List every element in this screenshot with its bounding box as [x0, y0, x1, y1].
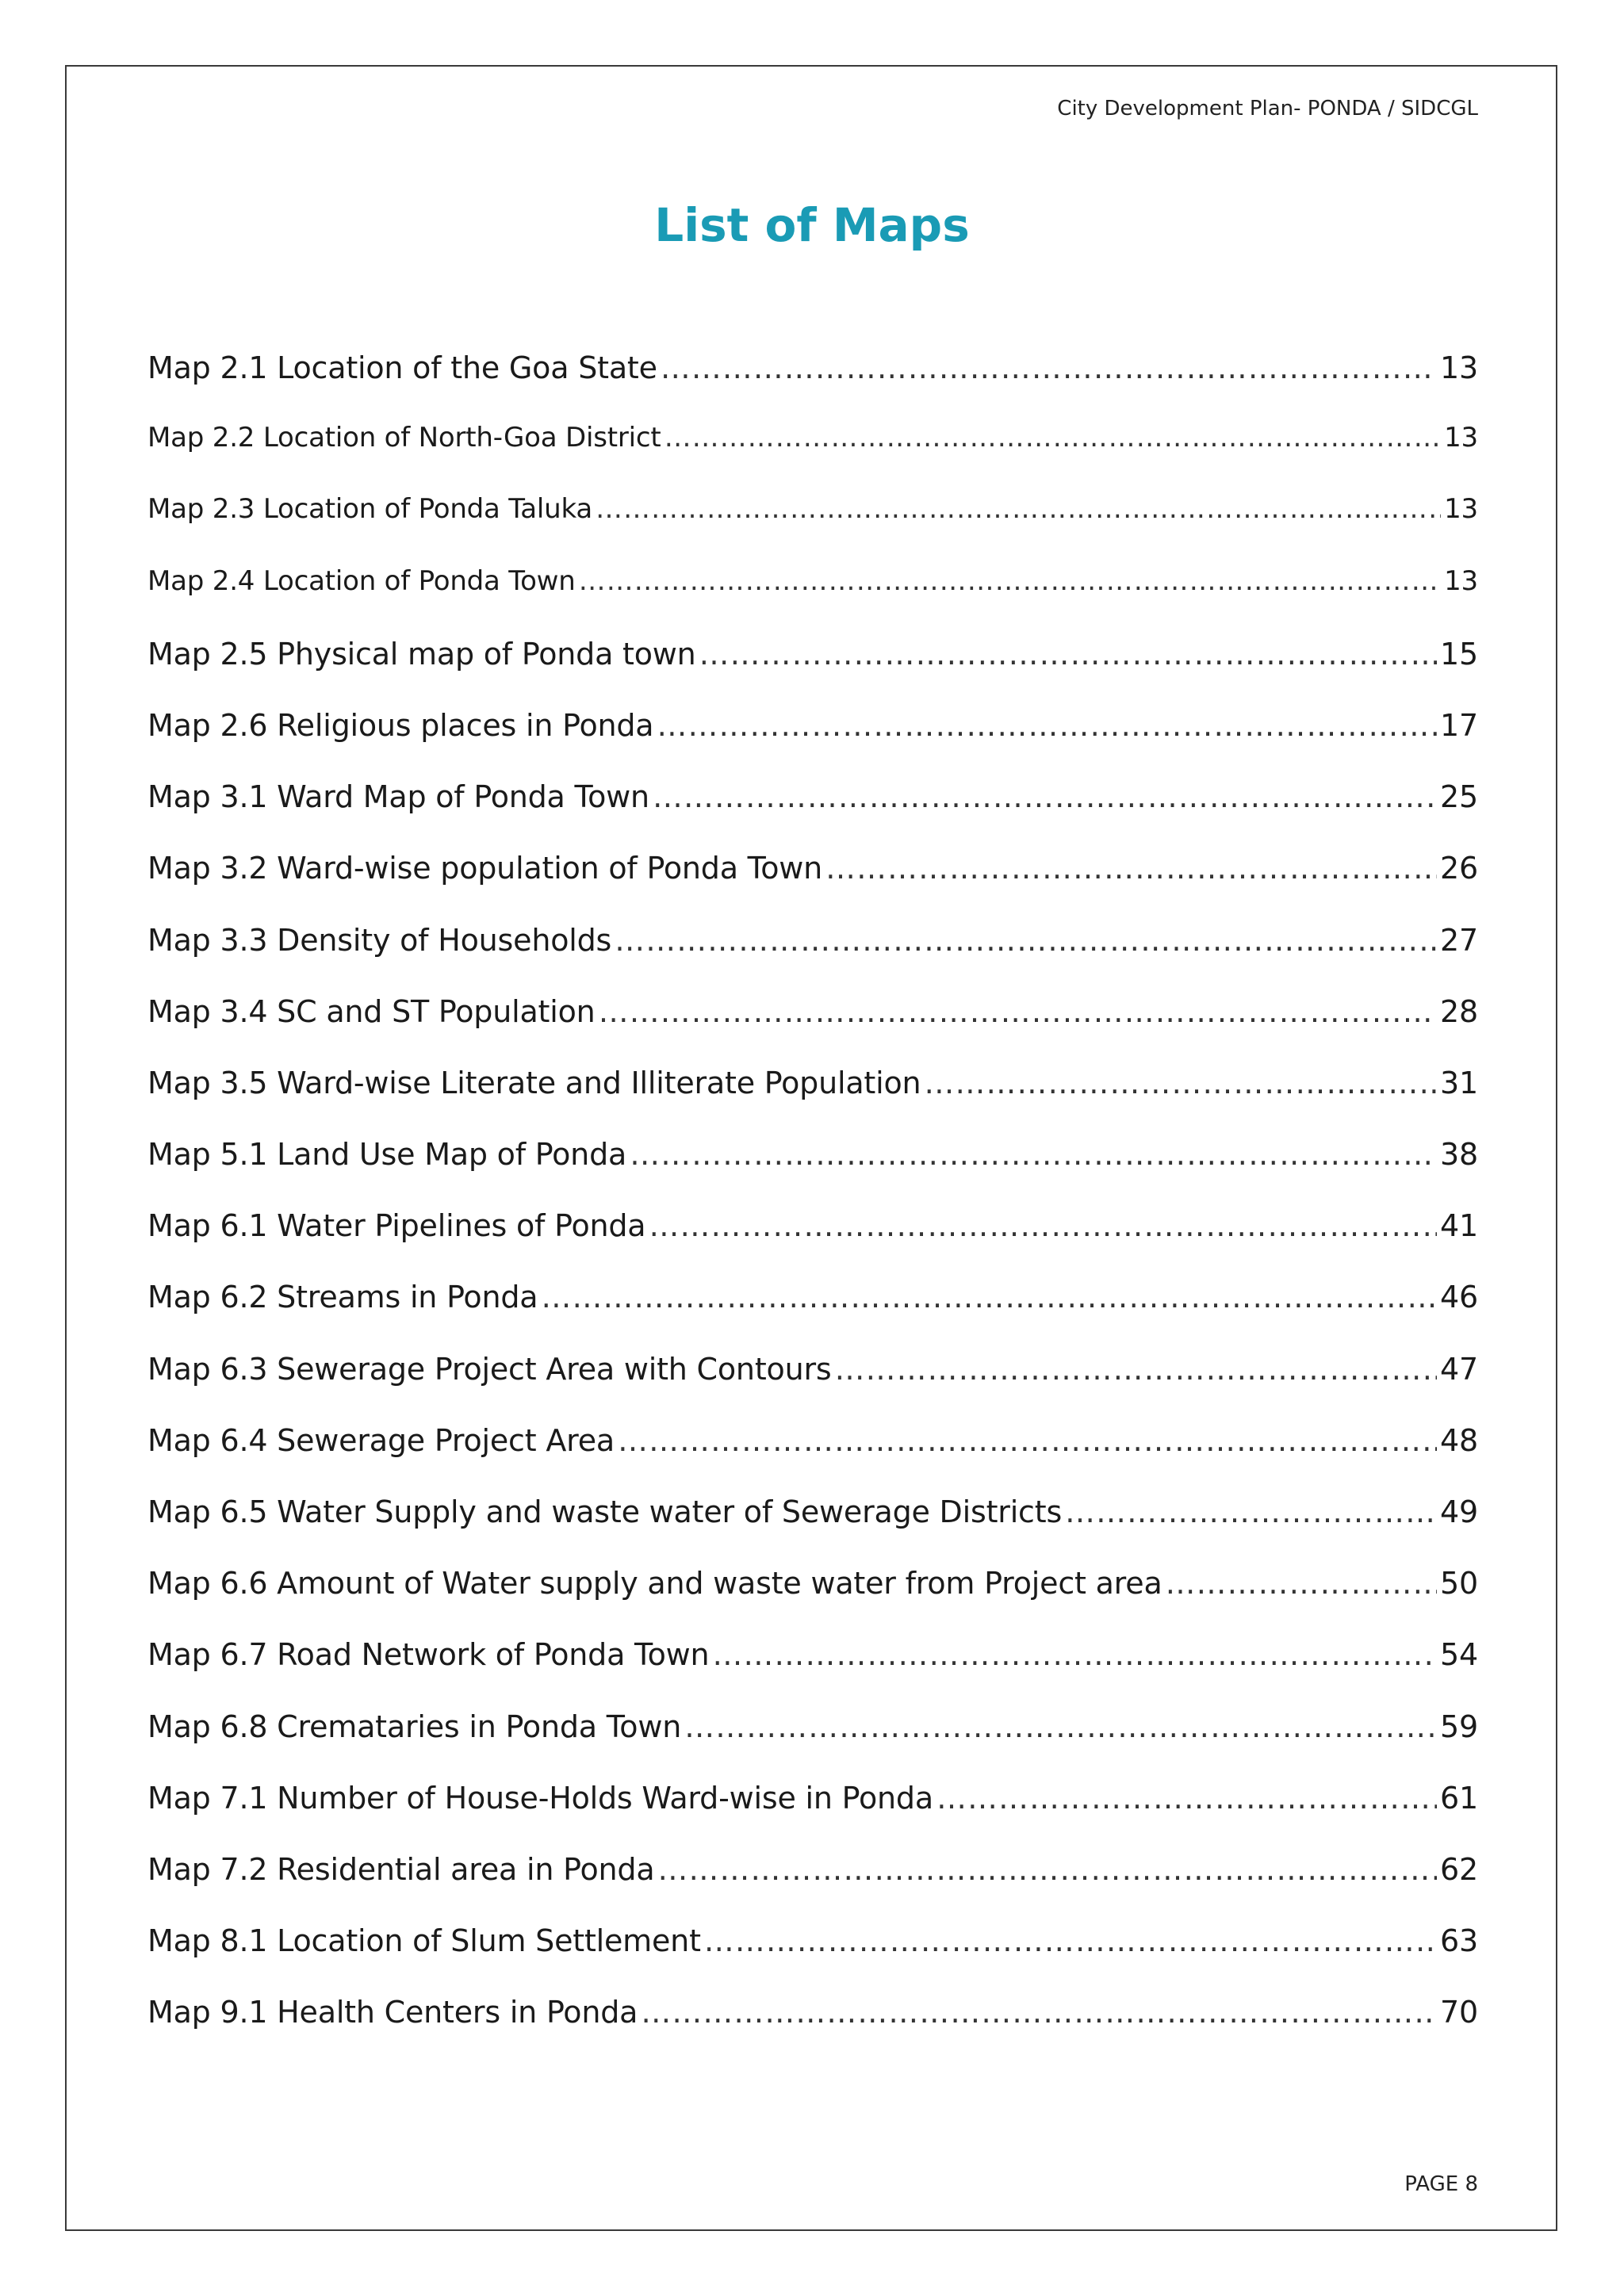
entry-page-number: 59 [1440, 1709, 1478, 1744]
dot-leader [699, 637, 1437, 672]
dot-leader [1166, 1566, 1437, 1601]
entry-page-number: 17 [1440, 707, 1478, 743]
entry-label: Map 2.2 Location of North-Goa District [147, 422, 661, 454]
dot-leader [657, 1852, 1437, 1887]
dot-leader [657, 708, 1437, 743]
entry-label: Map 6.6 Amount of Water supply and waste water from Project area [147, 1566, 1162, 1601]
map-entry[interactable] [147, 1352, 1478, 1423]
entry-label: Map 2.1 Location of the Goa State [147, 350, 657, 385]
entry-label: Map 6.4 Sewerage Project Area [147, 1422, 615, 1458]
entry-page-number: 63 [1440, 1923, 1478, 1959]
map-entry[interactable] [147, 1709, 1478, 1781]
entry-label: Map 6.3 Sewerage Project Area with Contours [147, 1351, 832, 1387]
dot-leader [704, 1923, 1437, 1958]
entry-page-number: 41 [1440, 1208, 1478, 1244]
dot-leader [684, 1709, 1437, 1744]
entry-page-number: 31 [1440, 1065, 1478, 1100]
map-entry[interactable] [147, 1423, 1478, 1494]
entry-page-number: 26 [1440, 851, 1478, 886]
dot-leader [541, 1280, 1437, 1314]
map-entry[interactable] [147, 1781, 1478, 1852]
entry-label: Map 3.1 Ward Map of Ponda Town [147, 779, 649, 815]
map-entry[interactable] [147, 1280, 1478, 1351]
map-entry[interactable] [147, 1995, 1478, 2066]
map-entry[interactable] [147, 565, 1478, 637]
map-entry[interactable] [147, 422, 1478, 493]
dot-leader [599, 994, 1437, 1029]
entry-page-number: 13 [1440, 350, 1478, 385]
entry-page-number: 46 [1440, 1280, 1478, 1315]
dot-leader [615, 923, 1437, 958]
entry-page-number: 38 [1440, 1137, 1478, 1173]
entry-label: Map 7.2 Residential area in Ponda [147, 1851, 655, 1887]
dot-leader [665, 422, 1442, 453]
map-entry[interactable] [147, 1066, 1478, 1137]
entry-page-number: 13 [1444, 422, 1478, 454]
dot-leader [653, 779, 1437, 814]
entry-page-number: 27 [1440, 922, 1478, 958]
dot-leader [630, 1137, 1437, 1172]
entry-label: Map 3.5 Ward-wise Literate and Illiterate Population [147, 1065, 921, 1100]
map-entry[interactable] [147, 1923, 1478, 1995]
map-entry[interactable] [147, 851, 1478, 922]
entry-page-number: 28 [1440, 993, 1478, 1029]
dot-leader [712, 1637, 1437, 1672]
entry-page-number: 13 [1444, 564, 1478, 597]
entry-label: Map 3.4 SC and ST Population [147, 993, 596, 1029]
entry-label: Map 2.4 Location of Ponda Town [147, 564, 576, 597]
dot-leader [649, 1208, 1437, 1243]
entry-page-number: 70 [1440, 1995, 1478, 2030]
dot-leader [579, 565, 1441, 597]
entry-label: Map 5.1 Land Use Map of Ponda [147, 1137, 627, 1173]
entry-label: Map 6.7 Road Network of Ponda Town [147, 1637, 710, 1673]
page-title: List of Maps [654, 198, 970, 252]
entry-page-number: 49 [1440, 1494, 1478, 1529]
map-entry[interactable] [147, 1566, 1478, 1637]
entry-page-number: 62 [1440, 1851, 1478, 1887]
entry-label: Map 2.3 Location of Ponda Taluka [147, 493, 592, 526]
entry-label: Map 8.1 Location of Slum Settlement [147, 1923, 701, 1959]
map-entry[interactable] [147, 1208, 1478, 1280]
entry-page-number: 48 [1440, 1422, 1478, 1458]
entry-label: Map 2.5 Physical map of Ponda town [147, 636, 696, 672]
dot-leader [1065, 1494, 1437, 1529]
entry-label: Map 6.8 Cremataries in Ponda Town [147, 1709, 682, 1744]
dot-leader [834, 1352, 1437, 1387]
map-entry[interactable] [147, 493, 1478, 564]
map-entry[interactable] [147, 1494, 1478, 1566]
map-entry[interactable] [147, 779, 1478, 851]
entry-label: Map 9.1 Health Centers in Ponda [147, 1995, 638, 2030]
map-entry[interactable] [147, 1637, 1478, 1709]
entry-label: Map 6.5 Water Supply and waste water of Sewerage Districts [147, 1494, 1063, 1529]
map-list [147, 350, 1478, 2067]
entry-page-number: 54 [1440, 1637, 1478, 1673]
dot-leader [825, 851, 1437, 886]
entry-page-number: 15 [1440, 636, 1478, 672]
map-entry[interactable] [147, 1852, 1478, 1923]
entry-page-number: 50 [1440, 1566, 1478, 1601]
map-entry[interactable] [147, 350, 1478, 422]
entry-label: Map 2.6 Religious places in Ponda [147, 707, 654, 743]
entry-label: Map 7.1 Number of House-Holds Ward-wise in Ponda [147, 1780, 933, 1816]
entry-page-number: 61 [1440, 1780, 1478, 1816]
map-entry[interactable] [147, 994, 1478, 1066]
entry-page-number: 13 [1444, 493, 1478, 526]
dot-leader [618, 1423, 1437, 1458]
entry-label: Map 3.3 Density of Households [147, 922, 612, 958]
dot-leader [924, 1066, 1437, 1100]
dot-leader [661, 350, 1437, 385]
page-number-footer: PAGE 8 [1404, 2172, 1478, 2196]
entry-label: Map 3.2 Ward-wise population of Ponda Town [147, 851, 823, 886]
entry-label: Map 6.1 Water Pipelines of Ponda [147, 1208, 646, 1244]
entry-page-number: 25 [1440, 779, 1478, 815]
running-header: City Development Plan- PONDA / SIDCGL [1057, 97, 1478, 121]
entry-label: Map 6.2 Streams in Ponda [147, 1280, 538, 1315]
dot-leader [596, 493, 1441, 525]
dot-leader [936, 1781, 1437, 1816]
map-entry[interactable] [147, 708, 1478, 779]
map-entry[interactable] [147, 1137, 1478, 1208]
map-entry[interactable] [147, 637, 1478, 708]
entry-page-number: 47 [1440, 1351, 1478, 1387]
map-entry[interactable] [147, 923, 1478, 994]
dot-leader [641, 1995, 1437, 2030]
